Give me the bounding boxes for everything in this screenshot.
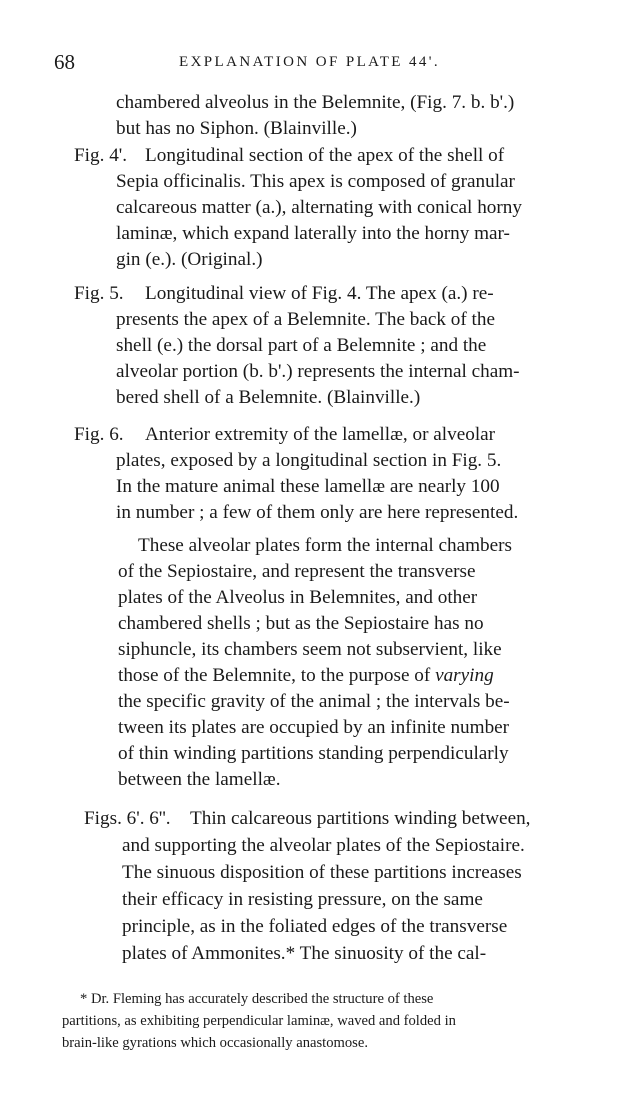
- text-line: but has no Siphon. (Blainville.): [116, 118, 357, 139]
- text-line: alveolar portion (b. b'.) represents the internal cham-: [116, 361, 520, 382]
- text-line: bered shell of a Belemnite. (Blainville.): [116, 387, 421, 408]
- page-header: [54, 50, 574, 80]
- text-line: The sinuous disposition of these partitions increases: [122, 862, 522, 883]
- text-line: those of the Belemnite, to the purpose of varying: [118, 665, 494, 686]
- text-line: gin (e.). (Original.): [116, 249, 263, 270]
- figure-label: Figs. 6'. 6''.: [84, 808, 171, 829]
- text-line: and supporting the alveolar plates of the Sepiostaire.: [122, 835, 525, 856]
- text-line: Thin calcareous partitions winding between,: [190, 808, 531, 829]
- text-line: In the mature animal these lamellæ are nearly 100: [116, 476, 500, 497]
- text-line: in number ; a few of them only are here represented.: [116, 502, 519, 523]
- page-number: 68: [54, 50, 75, 74]
- text-line: of the Sepiostaire, and represent the transverse: [118, 561, 476, 582]
- text-line: siphuncle, its chambers seem not subservient, like: [118, 639, 502, 660]
- text-line: laminæ, which expand laterally into the horny mar-: [116, 223, 510, 244]
- text-line: calcareous matter (a.), alternating with conical horny: [116, 197, 522, 218]
- text-line: their efficacy in resisting pressure, on the same: [122, 889, 483, 910]
- text-line: These alveolar plates form the internal chambers: [138, 535, 512, 556]
- text-line: Sepia officinalis. This apex is composed of granular: [116, 171, 515, 192]
- text-line: of thin winding partitions standing perpendicularly: [118, 743, 509, 764]
- text-line: presents the apex of a Belemnite. The back of the: [116, 309, 495, 330]
- text-line: between the lamellæ.: [118, 769, 281, 790]
- text-line: chambered alveolus in the Belemnite, (Fig. 7. b. b'.): [116, 92, 515, 113]
- text-line: shell (e.) the dorsal part of a Belemnite ; and the: [116, 335, 487, 356]
- text-line: plates of Ammonites.* The sinuosity of the cal-: [122, 943, 487, 964]
- figure-label: Fig. 4'.: [74, 145, 128, 166]
- text-line: plates, exposed by a longitudinal section in Fig. 5.: [116, 450, 502, 471]
- footnote-line: brain-like gyrations which occasionally anastomose.: [62, 1035, 368, 1051]
- text-line: chambered shells ; but as the Sepiostaire has no: [118, 613, 484, 634]
- text-line: tween its plates are occupied by an infinite number: [118, 717, 510, 738]
- text-line: plates of the Alveolus in Belemnites, and other: [118, 587, 478, 608]
- text-line: Longitudinal section of the apex of the shell of: [145, 145, 505, 166]
- text-line: Anterior extremity of the lamellæ, or alveolar: [145, 424, 496, 445]
- text-line: principle, as in the foliated edges of the transverse: [122, 916, 508, 937]
- footnote-line: * Dr. Fleming has accurately described the structure of these: [80, 991, 434, 1007]
- figure-label: Fig. 6.: [74, 424, 124, 445]
- text-line: Longitudinal view of Fig. 4. The apex (a.) re-: [145, 283, 494, 304]
- running-head: EXPLANATION OF PLATE 44'.: [179, 54, 441, 70]
- figure-label: Fig. 5.: [74, 283, 124, 304]
- text-line: the specific gravity of the animal ; the intervals be-: [118, 691, 510, 712]
- footnote-line: partitions, as exhibiting perpendicular laminæ, waved and folded in: [62, 1013, 456, 1029]
